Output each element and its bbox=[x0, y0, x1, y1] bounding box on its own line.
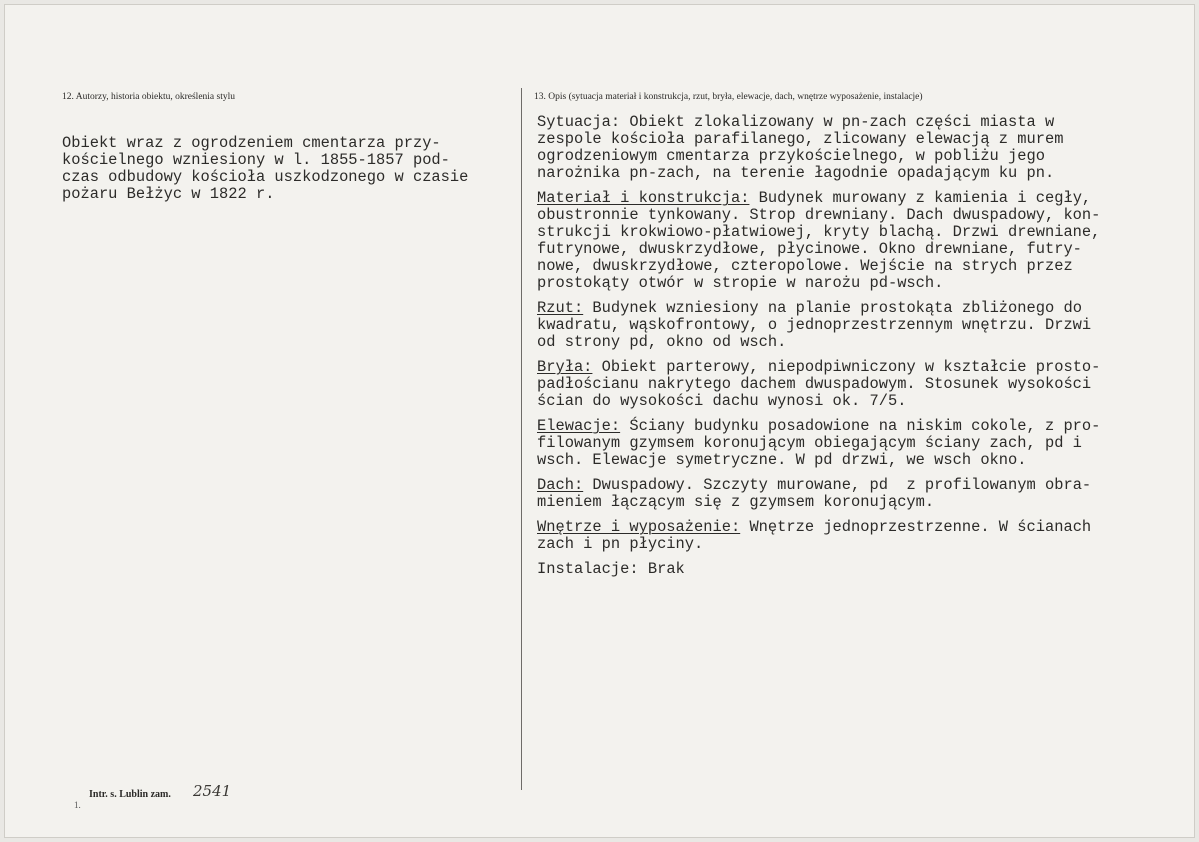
description-section bbox=[537, 114, 1100, 182]
section-heading: Rzut: bbox=[537, 299, 584, 317]
description-line bbox=[537, 165, 1100, 182]
section-text: padłościanu nakrytego dachem dwuspadowym. Stosunek wysokości bbox=[537, 375, 1092, 393]
description-line bbox=[537, 131, 1100, 148]
section-heading: Materiał i konstrukcja: bbox=[537, 189, 750, 207]
section-text: od strony pd, okno od wsch. bbox=[537, 333, 787, 351]
section-text: Dwuspadowy. Szczyty murowane, pd z profilowanym obra- bbox=[583, 476, 1092, 494]
section-text: prostokąty otwór w stropie w narożu pd-wsch. bbox=[537, 274, 944, 292]
description-line bbox=[537, 300, 1100, 317]
history-text bbox=[62, 135, 468, 203]
history-line: Obiekt wraz z ogrodzeniem cmentarza przy- bbox=[62, 134, 441, 152]
section-text: futrynowe, dwuskrzydłowe, płycinowe. Okno drewniane, futry- bbox=[537, 240, 1082, 258]
description-section bbox=[537, 519, 1100, 553]
section-text: Budynek wzniesiony na planie prostokąta zbliżonego do bbox=[583, 299, 1082, 317]
section-text: filowanym gzymsem koronującym obiegającym ściany zach, pd i bbox=[537, 434, 1082, 452]
section-text: ścian do wysokości dachu wynosi ok. 7/5. bbox=[537, 392, 907, 410]
description-section bbox=[537, 418, 1100, 469]
section-heading: Elewacje: bbox=[537, 417, 621, 435]
history-line: pożaru Bełżyc w 1822 r. bbox=[62, 185, 275, 203]
section-text: zach i pn płyciny. bbox=[537, 535, 704, 553]
description-line bbox=[537, 519, 1100, 536]
section-heading: Instalacje: bbox=[537, 560, 639, 578]
description-section bbox=[537, 477, 1100, 511]
section-text: nowe, dwuskrzydłowe, czteropolowe. Wejście na strych przez bbox=[537, 257, 1073, 275]
history-line: kościelnego wzniesiony w l. 1855-1857 pod- bbox=[62, 151, 450, 169]
description-line bbox=[537, 190, 1100, 207]
description-line bbox=[537, 224, 1100, 241]
section-text: Obiekt parterowy, niepodpiwniczony w kształcie prosto- bbox=[592, 358, 1101, 376]
description-line bbox=[537, 435, 1100, 452]
section-text: wsch. Elewacje symetryczne. W pd drzwi, we wsch okno. bbox=[537, 451, 1027, 469]
description-line bbox=[537, 536, 1100, 553]
section-heading: Bryła: bbox=[537, 358, 593, 376]
description-text bbox=[537, 114, 1100, 578]
description-line bbox=[537, 359, 1100, 376]
section-text: Brak bbox=[638, 560, 685, 578]
section-text: Budynek murowany z kamienia i cegły, bbox=[749, 189, 1092, 207]
archive-stamp: Intr. s. Lublin zam. bbox=[89, 789, 171, 800]
description-line bbox=[537, 561, 1100, 578]
section-text: strukcji krokwiowo-płatwiowej, kryty blachą. Drzwi drewniane, bbox=[537, 223, 1101, 241]
section-text: obustronnie tynkowany. Strop drewniany. Dach dwuspadowy, kon- bbox=[537, 206, 1101, 224]
description-line bbox=[537, 477, 1100, 494]
description-line bbox=[537, 114, 1100, 131]
section-text: Obiekt zlokalizowany w pn-zach części miasta w bbox=[620, 113, 1055, 131]
corner-mark: 1. bbox=[74, 800, 81, 810]
description-section bbox=[537, 561, 1100, 578]
description-line bbox=[537, 376, 1100, 393]
handwritten-number: 2541 bbox=[193, 782, 232, 800]
section-heading: Wnętrze i wyposażenie: bbox=[537, 518, 741, 536]
section-text: Wnętrze jednoprzestrzenne. W ścianach bbox=[740, 518, 1092, 536]
section-heading: Sytuacja: bbox=[537, 113, 621, 131]
description-line bbox=[537, 418, 1100, 435]
description-line bbox=[537, 452, 1100, 469]
section-text: kwadratu, wąskofrontowy, o jednoprzestrzennym wnętrzu. Drzwi bbox=[537, 316, 1092, 334]
description-line bbox=[537, 275, 1100, 292]
description-line bbox=[537, 494, 1100, 511]
section-text: zespole kościoła parafilanego, zlicowany elewacją z murem bbox=[537, 130, 1064, 148]
left-section-label: 12. Autorzy, historia obiektu, określenia stylu bbox=[62, 92, 235, 102]
description-line bbox=[537, 393, 1100, 410]
history-line: czas odbudowy kościoła uszkodzonego w czasie bbox=[62, 168, 469, 186]
column-divider bbox=[521, 88, 522, 790]
section-text: Ściany budynku posadowione na niskim cokole, z pro- bbox=[620, 417, 1101, 435]
description-line bbox=[537, 241, 1100, 258]
description-section bbox=[537, 190, 1100, 292]
description-line bbox=[537, 258, 1100, 275]
right-section-label: 13. Opis (sytuacja materiał i konstrukcja, rzut, bryła, elewacje, dach, wnętrze wyposażenie, instalacje) bbox=[534, 92, 923, 102]
section-heading: Dach: bbox=[537, 476, 584, 494]
description-line bbox=[537, 148, 1100, 165]
description-section bbox=[537, 359, 1100, 410]
section-text: mieniem łączącym się z gzymsem koronującym. bbox=[537, 493, 935, 511]
section-text: ogrodzeniowym cmentarza przykościelnego, w pobliżu jego bbox=[537, 147, 1045, 165]
description-section bbox=[537, 300, 1100, 351]
section-text: narożnika pn-zach, na terenie łagodnie opadającym ku pn. bbox=[537, 164, 1055, 182]
description-line bbox=[537, 317, 1100, 334]
description-line bbox=[537, 207, 1100, 224]
description-line bbox=[537, 334, 1100, 351]
